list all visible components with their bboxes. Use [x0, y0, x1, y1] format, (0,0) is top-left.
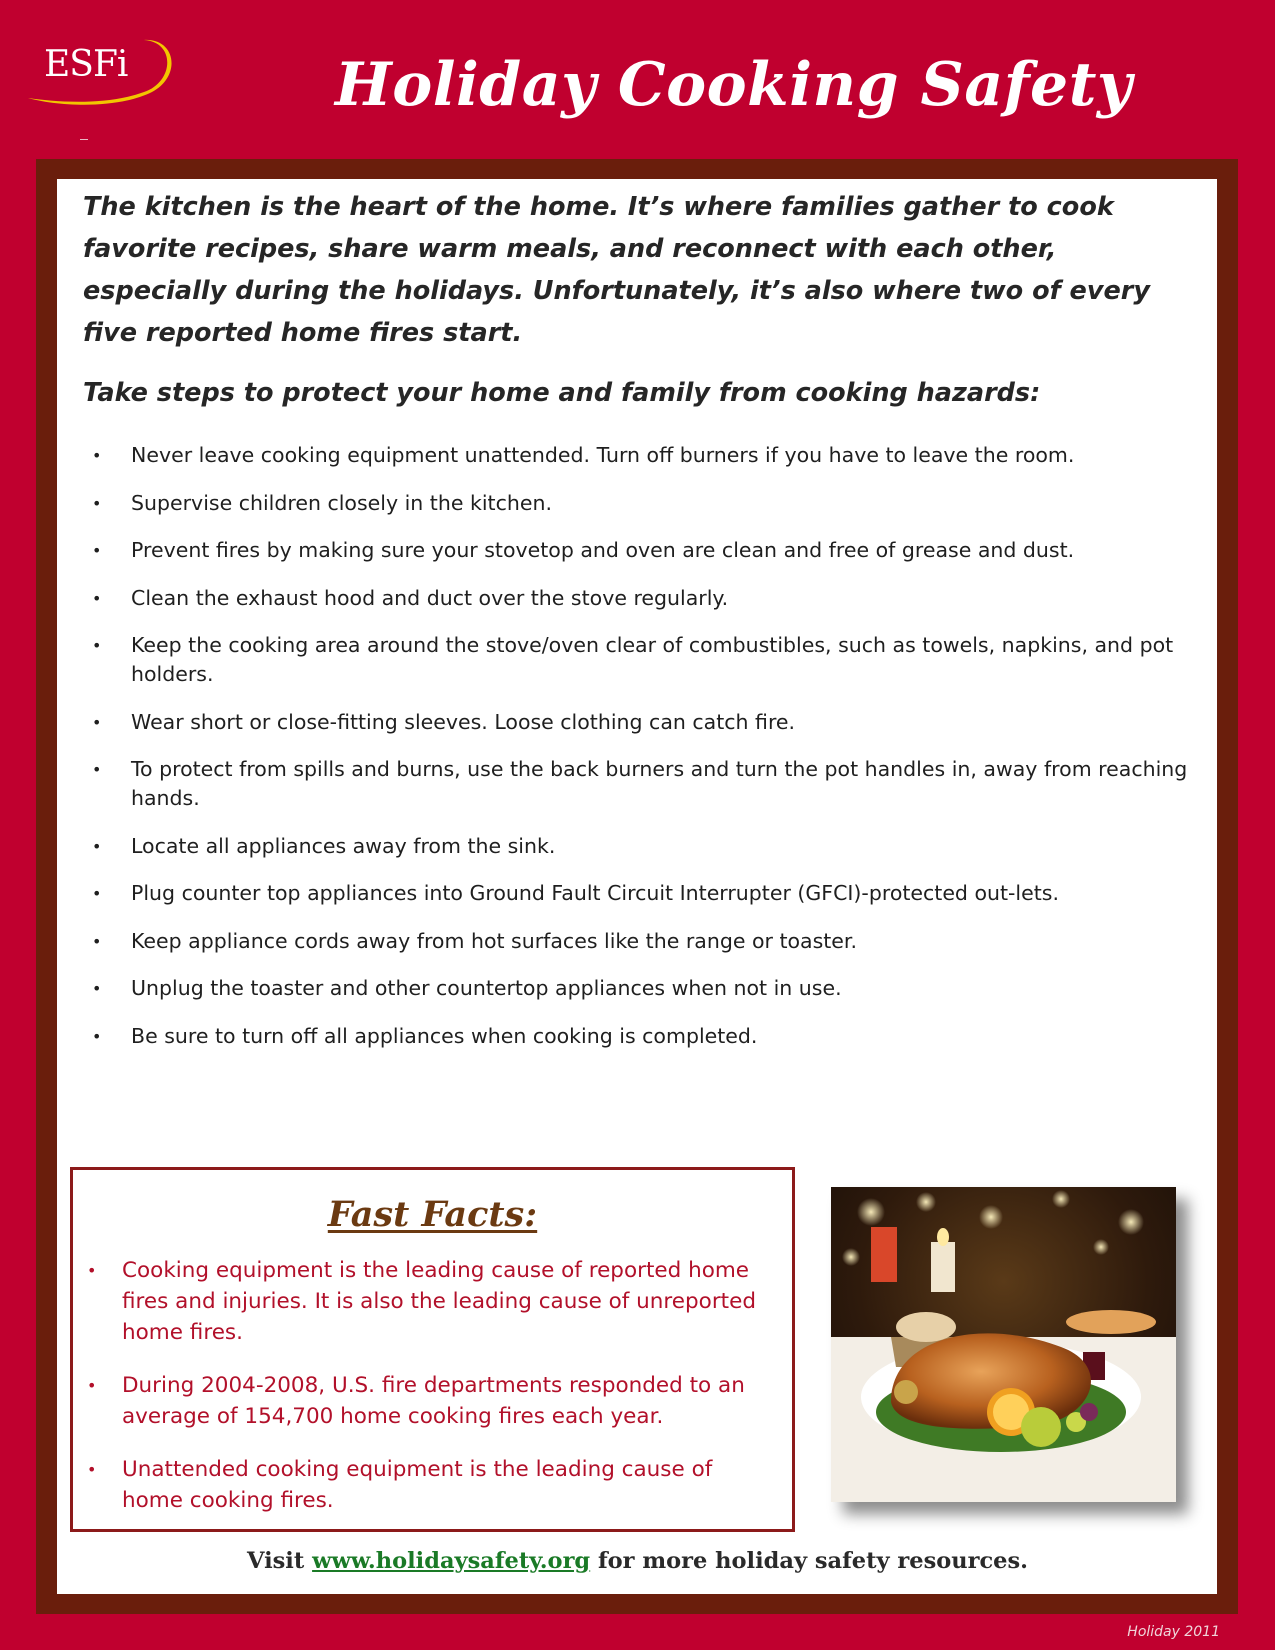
list-item — [87, 1454, 767, 1516]
tip-text: Keep the cooking area around the stove/oven clear of combustibles, such as towels, napkins, and pot holders. — [131, 633, 1174, 686]
bullet-icon: • — [92, 760, 102, 779]
intro-paragraph: The kitchen is the heart of the home. It’s where families gather to cook favorite recipes, share warm meals, and reconnect with each other, especially during the holidays. Unfortunately, it’s also where two of every five reported home fires start. — [83, 192, 1150, 348]
page-title: Holiday Cooking Safety — [335, 50, 1133, 120]
list-item — [88, 441, 1198, 470]
bullet-icon: • — [87, 1261, 97, 1280]
holiday-turkey-photo — [831, 1187, 1176, 1502]
safety-tips-list — [88, 441, 1198, 1069]
list-item — [87, 1370, 767, 1432]
bullet-icon: • — [92, 446, 102, 465]
list-item — [88, 832, 1198, 861]
tip-text: Supervise children closely in the kitchen. — [131, 490, 552, 515]
list-item — [88, 584, 1198, 613]
tip-text: Unplug the toaster and other countertop appliances when not in use. — [131, 976, 842, 1000]
tip-text: To protect from spills and burns, use the back burners and turn the pot handles in, away from reaching hands. — [131, 757, 1188, 810]
list-item — [87, 1255, 767, 1348]
logo-text: ESFi — [44, 44, 128, 85]
visit-suffix: for more holiday safety resources. — [590, 1548, 1028, 1574]
fact-text: Cooking equipment is the leading cause of reported home fires and injuries. It is also the leading cause of unreported home fires. — [122, 1258, 756, 1345]
list-item — [88, 489, 1198, 518]
fact-text: During 2004-2008, U.S. fire departments responded to an average of 154,700 home cooking fires each year. — [122, 1373, 745, 1429]
bullet-icon: • — [92, 931, 102, 951]
bullet-icon: • — [87, 1460, 97, 1479]
turkey-dinner-illustration — [831, 1187, 1176, 1502]
bullet-icon: • — [92, 588, 102, 608]
bullet-icon: • — [92, 836, 102, 856]
fact-text: Unattended cooking equipment is the leading cause of home cooking fires. — [122, 1457, 713, 1513]
tip-text: Be sure to turn off all appliances when cooking is completed. — [131, 1023, 758, 1048]
bullet-icon: • — [92, 712, 102, 732]
tip-text: Locate all appliances away from the sink. — [131, 833, 556, 858]
visit-prefix: Visit — [247, 1548, 313, 1574]
list-item — [88, 708, 1198, 737]
bullet-icon: • — [87, 1376, 97, 1395]
tips-lead: Take steps to protect your home and family from cooking hazards: — [83, 378, 1041, 408]
bullet-icon: • — [92, 493, 102, 513]
footnote: Holiday 2011 — [1127, 1624, 1220, 1640]
list-item — [88, 879, 1198, 908]
list-item — [88, 536, 1198, 565]
fast-facts-title: Fast Facts: — [327, 1194, 538, 1235]
tip-text: Keep appliance cords away from hot surfaces like the range or toaster. — [131, 928, 857, 953]
list-item — [88, 927, 1198, 956]
bullet-icon: • — [92, 636, 102, 655]
esfi-logo — [26, 30, 181, 140]
tip-text: Prevent fires by making sure your stovetop and oven are clean and free of grease and dust. — [131, 538, 1075, 562]
tip-text: Wear short or close-fitting sleeves. Loose clothing can catch fire. — [131, 709, 796, 734]
tip-text: Clean the exhaust hood and duct over the stove regularly. — [131, 585, 729, 610]
tip-text: Plug counter top appliances into Ground Fault Circuit Interrupter (GFCI)-protected out-lets. — [131, 881, 1059, 905]
bullet-icon: • — [92, 541, 102, 560]
bullet-icon: • — [92, 979, 102, 998]
fast-facts-list — [87, 1255, 767, 1538]
holiday-safety-link[interactable]: www.holidaysafety.org — [312, 1548, 591, 1574]
fast-facts-box — [70, 1167, 795, 1532]
list-item — [88, 755, 1198, 813]
visit-line — [0, 1548, 1275, 1574]
list-item — [88, 631, 1198, 689]
logo-divider — [80, 139, 88, 140]
tip-text: Never leave cooking equipment unattended. Turn off burners if you have to leave the room. — [131, 443, 1075, 467]
list-item — [88, 974, 1198, 1003]
bullet-icon: • — [92, 1026, 102, 1046]
bullet-icon: • — [92, 884, 102, 903]
list-item — [88, 1022, 1198, 1051]
